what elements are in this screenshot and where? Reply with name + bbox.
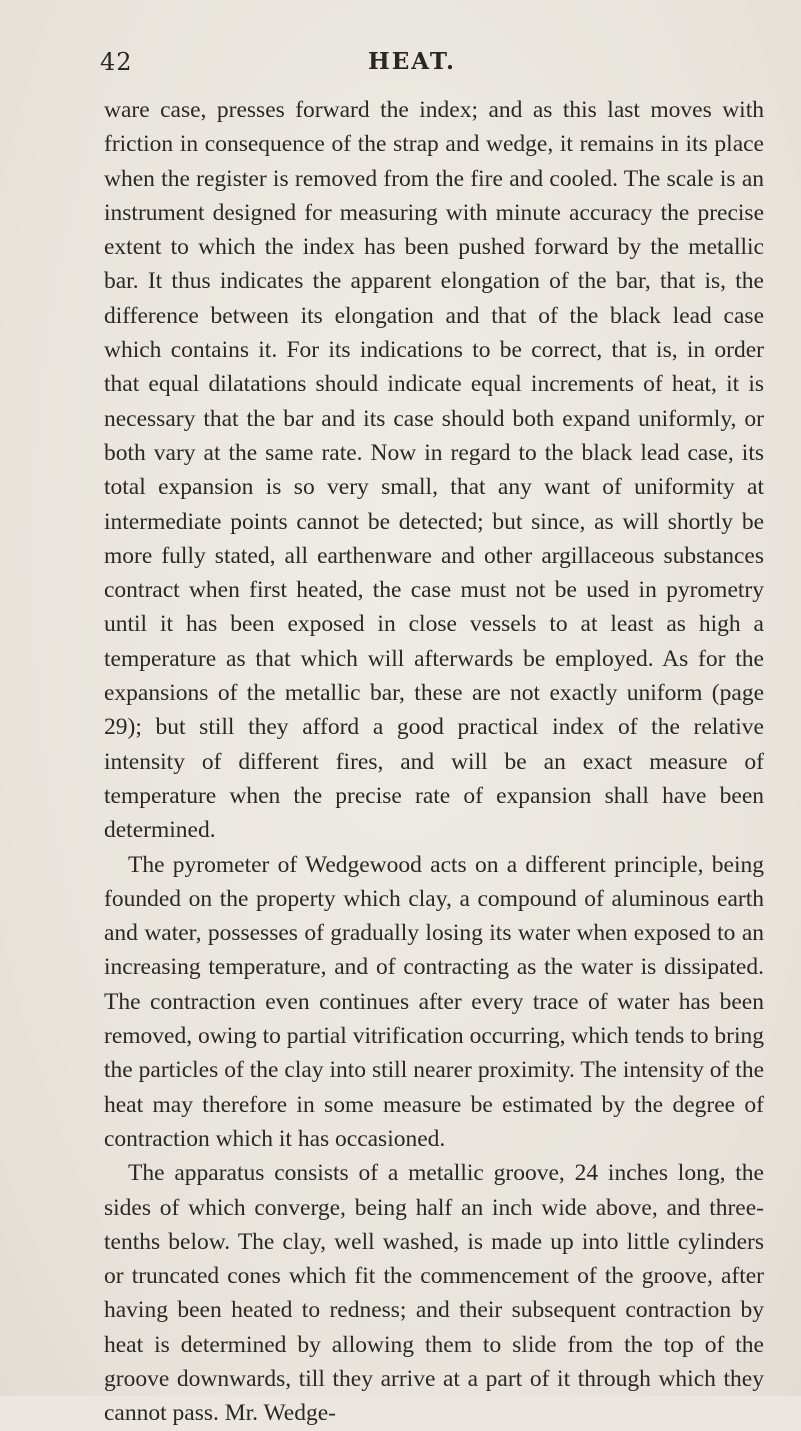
paragraph-apparatus: The apparatus consists of a metallic groove, 24 inches long, the sides of which converge, being half an inch wide above, and three-tenths below. The clay, well washed, is made up into little cylinders or truncated cones which fit the commencement of the groove, after having been heated to redness; and their subsequent contraction by heat is determined by allowing them to slide from the top of the groove downwards, till they arrive at a part of it through which they cannot pass. Mr. Wedge- [104, 1160, 764, 1427]
paragraph-wedgewood-pyrometer: The pyrometer of Wedgewood acts on a different principle, being founded on the property which clay, a compound of aluminous earth and water, possesses of gradually losing its water when exposed to an increasing temperature, and of contracting as the water is dissipated. The contraction even continues after every trace of water has been removed, owing to partial vitrification occurring, which tends to bring the particles of the clay into still nearer proximity. The intensity of the heat may therefore in some measure be estimated by the degree of contraction which it has occasioned. [104, 851, 764, 1152]
page-header [100, 48, 764, 88]
running-head: HEAT. [368, 48, 457, 75]
page-number: 42 [100, 48, 133, 76]
body-text [104, 93, 764, 1431]
paragraph-continued: ware case, presses forward the index; and as this last moves with friction in consequence of the strap and wedge, it remains in its place when the register is removed from the fire and cooled. The scale is an instrument designed for measuring with minute accuracy the precise extent to which the index has been pushed forward by the metallic bar. It thus indicates the apparent elongation of the bar, that is, the difference between its elongation and that of the black lead case which contains it. For its indications to be correct, that is, in order that equal dilatations should indicate equal increments of heat, it is necessary that the bar and its case should both expand uniformly, or both vary at the same rate. Now in regard to the black lead case, its total expansion is so very small, that any want of uniformity at intermediate points cannot be detected; but since, as will shortly be more fully stated, all earthenware and other argillaceous substances contract when first heated, the case must not be used in pyrometry until it has been exposed in close vessels to at least as high a temperature as that which will afterwards be employed. As for the expansions of the metallic bar, these are not exactly uniform (page 29); but still they afford a good practical index of the relative intensity of different fires, and will be an exact measure of temperature when the precise rate of expansion shall have been determined. [104, 97, 764, 844]
